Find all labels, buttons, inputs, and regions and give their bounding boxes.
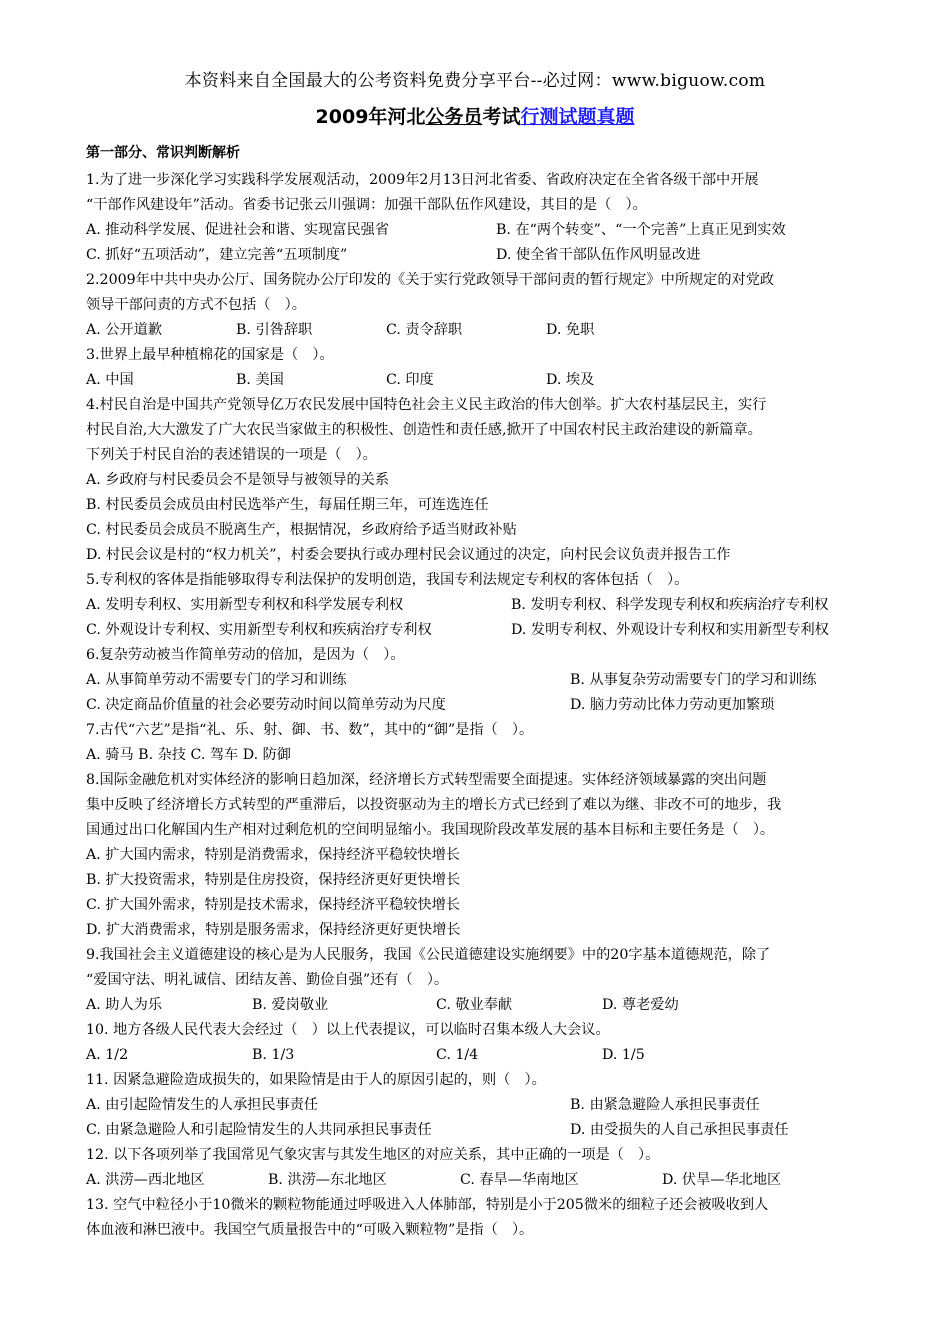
question-4-option-c: C. 村民委员会成员不脱离生产，根据情况，乡政府给予适当财政补贴 [86, 522, 517, 538]
question-12-option-c: C. 春旱—华南地区 [460, 1172, 579, 1188]
question-7-stem: 7.古代“六艺”是指“礼、乐、射、御、书、数”，其中的“御”是指（ ）。 [86, 722, 534, 738]
question-9-option-b: B. 爱岗敬业 [252, 997, 329, 1013]
question-11-options-row-2 [86, 1118, 906, 1143]
question-4-stem-line-2: 村民自治,大大激发了广大农民当家做主的积极性、创造性和责任感,掀开了中国农村民主政治建设的新篇章。 [86, 422, 762, 438]
question-11-option-a: A. 由引起险情发生的人承担民事责任 [86, 1097, 319, 1113]
question-1-options-row-2 [86, 243, 906, 268]
page-title [0, 102, 950, 129]
question-3-option-d: D. 埃及 [546, 372, 595, 388]
question-10-option-a: A. 1/2 [86, 1047, 129, 1063]
question-5-options-row-1 [86, 593, 906, 618]
question-2-option-c: C. 责令辞职 [386, 322, 463, 338]
question-5-option-a: A. 发明专利权、实用新型专利权和科学发展专利权 [86, 597, 404, 613]
question-11-stem: 11. 因紧急避险造成损失的，如果险情是由于人的原因引起的，则（ ）。 [86, 1072, 546, 1088]
question-8-option-a: A. 扩大国内需求，特别是消费需求，保持经济平稳较快增长 [86, 847, 460, 863]
question-3-option-a: A. 中国 [86, 372, 134, 388]
question-2-option-d: D. 免职 [546, 322, 595, 338]
question-2-options [86, 318, 906, 343]
question-6-option-d: D. 脑力劳动比体力劳动更加繁琐 [570, 697, 775, 713]
title-civil-servant: 公务员 [425, 106, 483, 128]
question-10-option-c: C. 1/4 [436, 1047, 479, 1063]
title-exam: 考试 [482, 106, 521, 128]
question-1-option-c: C. 抓好“五项活动”，建立完善“五项制度” [86, 247, 348, 263]
question-6-options-row-2 [86, 693, 906, 718]
question-5-option-b: B. 发明专利权、科学发现专利权和疾病治疗专利权 [511, 597, 829, 613]
question-4-stem-line-1: 4.村民自治是中国共产党领导亿万农民发展中国特色社会主义民主政治的伟大创举。扩大农村基层民主，实行 [86, 397, 767, 413]
question-8-stem-line-1: 8.国际金融危机对实体经济的影响日趋加深，经济增长方式转型需要全面提速。实体经济领域暴露的突出问题 [86, 772, 767, 788]
question-9-option-c: C. 敬业奉献 [436, 997, 513, 1013]
question-12-option-b: B. 洪涝—东北地区 [268, 1172, 387, 1188]
question-2-stem-line-1: 2.2009年中共中央办公厅、国务院办公厅印发的《关于实行党政领导干部问责的暂行规定》中所规定的对党政 [86, 272, 775, 288]
question-13-stem-line-1: 13. 空气中粒径小于10微米的颗粒物能通过呼吸进入人体肺部，特别是小于205微米的细粒子还会被吸收到人 [86, 1197, 769, 1213]
question-6-option-a: A. 从事简单劳动不需要专门的学习和训练 [86, 672, 347, 688]
question-1-option-d: D. 使全省干部队伍作风明显改进 [496, 247, 701, 263]
question-3-options [86, 368, 906, 393]
question-11-option-b: B. 由紧急避险人承担民事责任 [570, 1097, 760, 1113]
question-2-stem-line-2: 领导干部问责的方式不包括（ ）。 [86, 297, 306, 313]
question-1-stem-line-2: “干部作风建设年”活动。省委书记张云川强调：加强干部队伍作风建设，其目的是（ ）。 [86, 197, 647, 213]
question-11-option-c: C. 由紧急避险人和引起险情发生的人共同承担民事责任 [86, 1122, 432, 1138]
title-link[interactable]: 行测试题真题 [520, 106, 635, 128]
question-6-option-c: C. 决定商品价值量的社会必要劳动时间以简单劳动为尺度 [86, 697, 446, 713]
question-4-option-d: D. 村民会议是村的“权力机关”，村委会要执行或办理村民会议通过的决定，向村民会议负责并报告工作 [86, 547, 731, 563]
question-3-option-c: C. 印度 [386, 372, 434, 388]
question-10-stem: 10. 地方各级人民代表大会经过（ ）以上代表提议，可以临时召集本级人大会议。 [86, 1022, 610, 1038]
question-1-option-b: B. 在“两个转变”、“一个完善”上真正见到实效 [496, 222, 786, 238]
question-8-option-d: D. 扩大消费需求，特别是服务需求，保持经济更好更快增长 [86, 922, 461, 938]
question-11-option-d: D. 由受损失的人自己承担民事责任 [570, 1122, 789, 1138]
question-7-options: A. 骑马 B. 杂技 C. 驾车 D. 防御 [86, 747, 291, 763]
question-5-options-row-2 [86, 618, 906, 643]
question-9-stem-line-1: 9.我国社会主义道德建设的核心是为人民服务，我国《公民道德建设实施纲要》中的20字基本道德规范，除了 [86, 947, 771, 963]
question-1-stem-line-1: 1.为了进一步深化学习实践科学发展观活动，2009年2月13日河北省委、省政府决定在全省各级干部中开展 [86, 172, 759, 188]
question-1-options-row-1 [86, 218, 906, 243]
question-1-option-a: A. 推动科学发展、促进社会和谐、实现富民强省 [86, 222, 390, 238]
question-6-stem: 6.复杂劳动被当作简单劳动的倍加，是因为（ ）。 [86, 647, 405, 663]
question-2-option-a: A. 公开道歉 [86, 322, 163, 338]
question-6-options-row-1 [86, 668, 906, 693]
question-13-stem-line-2: 体血液和淋巴液中。我国空气质量报告中的“可吸入颗粒物”是指（ ）。 [86, 1222, 534, 1238]
question-5-stem: 5.专利权的客体是指能够取得专利法保护的发明创造，我国专利法规定专利权的客体包括（ ）。 [86, 572, 689, 588]
question-9-options [86, 993, 906, 1018]
question-8-option-b: B. 扩大投资需求，特别是住房投资，保持经济更好更快增长 [86, 872, 461, 888]
question-8-stem-line-2: 集中反映了经济增长方式转型的严重滞后，以投资驱动为主的增长方式已经到了难以为继、非改不可的地步，我 [86, 797, 782, 813]
question-5-option-d: D. 发明专利权、外观设计专利权和实用新型专利权 [511, 622, 829, 638]
question-12-options [86, 1168, 906, 1193]
question-4-option-b: B. 村民委员会成员由村民选举产生，每届任期三年，可连选连任 [86, 497, 489, 513]
question-8-stem-line-3: 国通过出口化解国内生产相对过剩危机的空间明显缩小。我国现阶段改革发展的基本目标和主要任务是（ ）。 [86, 822, 775, 838]
question-4-stem-line-3: 下列关于村民自治的表述错误的一项是（ ）。 [86, 447, 377, 463]
question-11-options-row-1 [86, 1093, 906, 1118]
question-9-stem-line-2: “爱国守法、明礼诚信、团结友善、勤俭自强”还有（ ）。 [86, 972, 449, 988]
question-10-option-b: B. 1/3 [252, 1047, 295, 1063]
question-list [86, 168, 906, 1243]
question-10-option-d: D. 1/5 [602, 1047, 645, 1063]
question-3-stem: 3.世界上最早种植棉花的国家是（ ）。 [86, 347, 334, 363]
question-5-option-c: C. 外观设计专利权、实用新型专利权和疾病治疗专利权 [86, 622, 432, 638]
question-12-option-d: D. 伏旱—华北地区 [662, 1172, 782, 1188]
question-12-stem: 12. 以下各项列举了我国常见气象灾害与其发生地区的对应关系，其中正确的一项是（ ）。 [86, 1147, 660, 1163]
question-10-options [86, 1043, 906, 1068]
question-9-option-d: D. 尊老爱幼 [602, 997, 679, 1013]
section-heading: 第一部分、常识判断解析 [86, 145, 240, 161]
source-notice: 本资料来自全国最大的公考资料免费分享平台--必过网：www.biguow.com [184, 71, 766, 91]
question-6-option-b: B. 从事复杂劳动需要专门的学习和训练 [570, 672, 817, 688]
question-2-option-b: B. 引咎辞职 [236, 322, 313, 338]
question-9-option-a: A. 助人为乐 [86, 997, 163, 1013]
title-year-province: 2009年河北 [315, 106, 426, 128]
question-8-option-c: C. 扩大国外需求，特别是技术需求，保持经济平稳较快增长 [86, 897, 461, 913]
question-3-option-b: B. 美国 [236, 372, 284, 388]
question-4-option-a: A. 乡政府与村民委员会不是领导与被领导的关系 [86, 472, 390, 488]
question-12-option-a: A. 洪涝—西北地区 [86, 1172, 205, 1188]
